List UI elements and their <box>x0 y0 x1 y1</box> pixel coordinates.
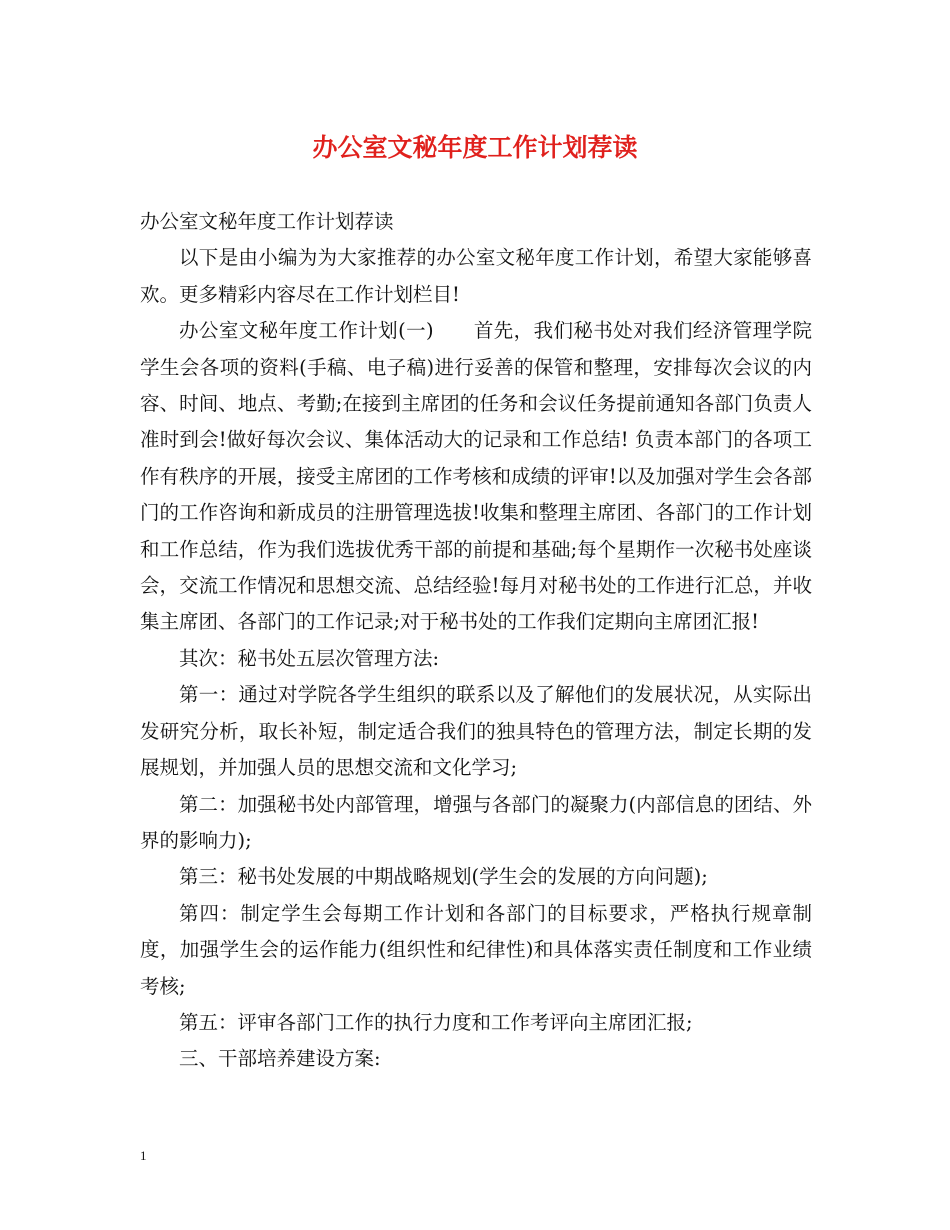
secondly-paragraph: 其次：秘书处五层次管理方法: <box>179 646 440 670</box>
document-title: 办公室文秘年度工作计划荐读 <box>312 133 638 162</box>
page-number: 1 <box>140 1148 147 1163</box>
intro-paragraph: 以下是由小编为为大家推荐的办公室文秘年度工作计划，希望大家能够喜欢。更多精彩内容尽在工作计划栏目! <box>140 246 812 306</box>
fifth-point-paragraph: 第五：评审各部门工作的执行力度和工作考评向主席团汇报; <box>179 1010 693 1034</box>
second-point-paragraph: 第二：加强秘书处内部管理，增强与各部门的凝聚力(内部信息的团结、外界的影响力); <box>140 792 812 852</box>
section-three-heading: 三、干部培养建设方案: <box>179 1047 381 1071</box>
fourth-point-paragraph: 第四：制定学生会每期工作计划和各部门的目标要求，严格执行规章制度，加强学生会的运作能力(组织性和纪律性)和具体落实责任制度和工作业绩考核; <box>140 901 812 998</box>
document-body <box>140 204 812 1078</box>
first-point-paragraph: 第一：通过对学院各学生组织的联系以及了解他们的发展状况，从实际出发研究分析，取长补短，制定适合我们的独具特色的管理方法，制定长期的发展规划，并加强人员的思想交流和文化学习; <box>140 683 812 780</box>
third-point-paragraph: 第三：秘书处发展的中期战略规划(学生会的发展的方向问题); <box>179 865 708 889</box>
plan-one-paragraph: 办公室文秘年度工作计划(一) 首先，我们秘书处对我们经济管理学院学生会各项的资料(手稿、电子稿)进行妥善的保管和整理，安排每次会议的内容、时间、地点、考勤;在接到主席团的任务和会议任务提前通知各部门负责人准时到会!做好每次会议、集体活动大的记录和工作总结! 负责本部门的各项工作有秩序的开展，接受主席团的工作考核和成绩的评审!以及加强对学生会各部门的工作咨询和新成员的注册管理选拔!收集和整理主席团、各部门的工作计划和工作总结，作为我们选拔优秀干部的前提和基础;每个星期作一次秘书处座谈会，交流工作情况和思想交流、总结经验!每月对秘书处的工作进行汇总，并收集主席团、各部门的工作记录;对于秘书处的工作我们定期向主席团汇报! <box>140 319 812 634</box>
subtitle-paragraph: 办公室文秘年度工作计划荐读 <box>140 210 394 233</box>
